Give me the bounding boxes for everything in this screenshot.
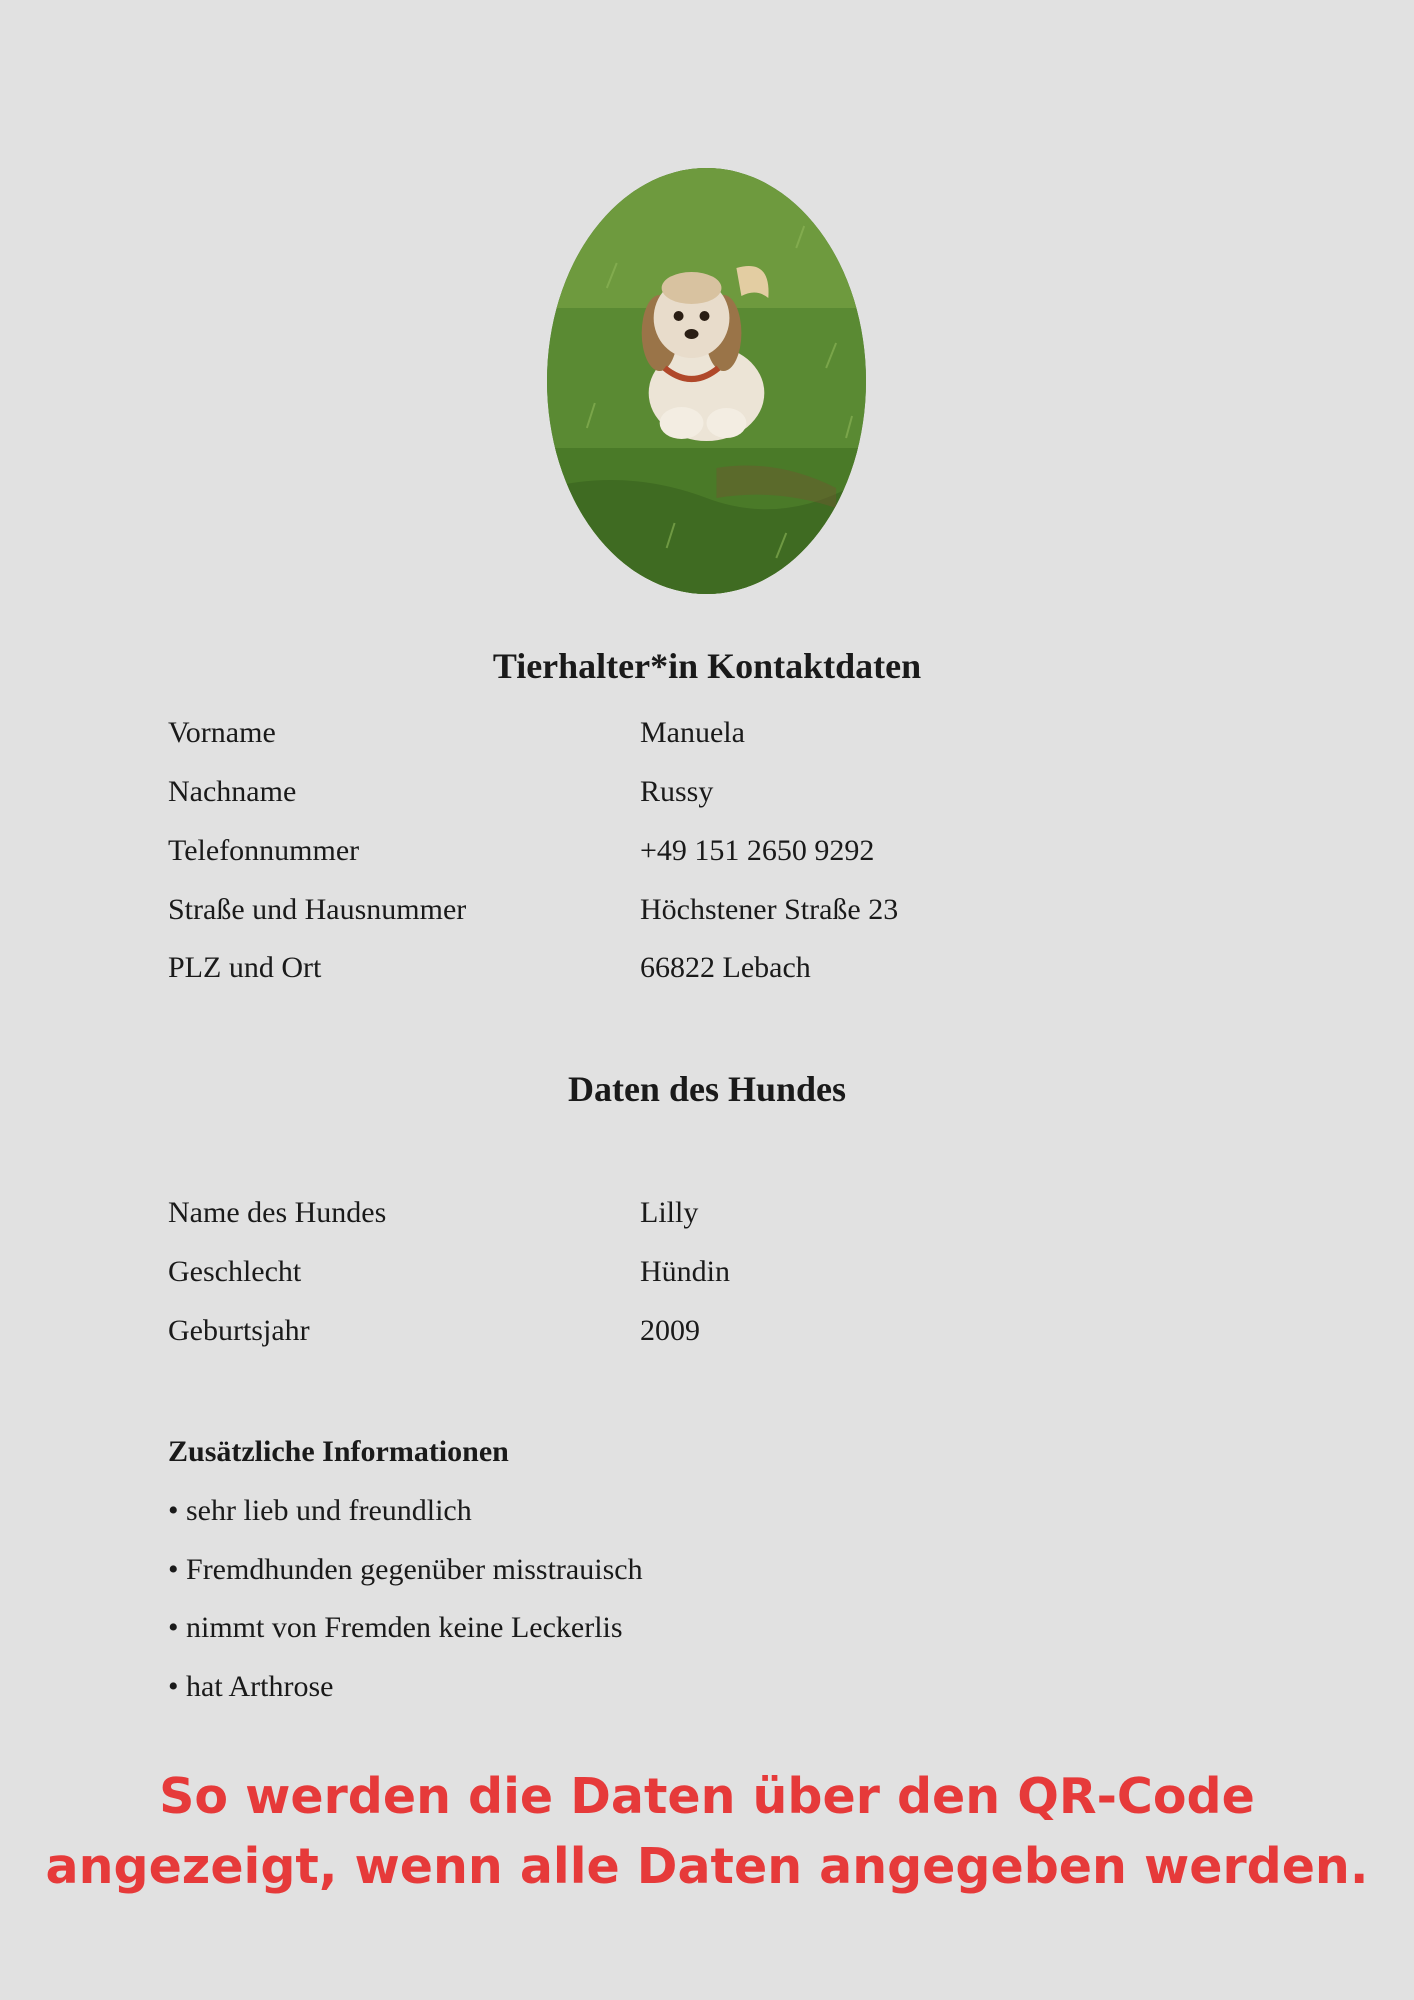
dog-row-name — [168, 1191, 1268, 1235]
additional-info-item: • nimmt von Fremden keine Leckerlis — [168, 1611, 623, 1644]
city-label: PLZ und Ort — [168, 951, 322, 984]
dog-gender-label: Geschlecht — [168, 1255, 302, 1288]
contact-row-phone — [168, 829, 1268, 873]
street-label: Straße und Hausnummer — [168, 893, 467, 926]
contact-row-city — [168, 946, 1268, 990]
notice-line-2: angezeigt, wenn alle Daten angegeben werden. — [45, 1838, 1369, 1895]
additional-info-item: • Fremdhunden gegenüber misstrauisch — [168, 1553, 643, 1586]
phone-label: Telefonnummer — [168, 834, 360, 867]
contact-row-street — [168, 888, 1268, 932]
additional-info-heading: Zusätzliche Informationen — [168, 1435, 509, 1468]
dog-row-gender — [168, 1250, 1268, 1294]
dog-birth-year-label: Geburtsjahr — [168, 1314, 310, 1347]
dog-heading: Daten des Hundes — [567, 1069, 847, 1109]
qr-code-notice — [0, 1762, 1414, 1902]
last-name-label: Nachname — [168, 775, 297, 808]
dog-gender-value: Hündin — [640, 1255, 730, 1288]
notice-line-1: So werden die Daten über den QR-Code — [159, 1768, 1255, 1825]
phone-value: +49 151 2650 9292 — [640, 834, 875, 867]
additional-info-item: • sehr lieb und freundlich — [168, 1494, 472, 1527]
dog-name-label: Name des Hundes — [168, 1196, 387, 1229]
dog-birth-year-value: 2009 — [640, 1314, 700, 1347]
contact-heading: Tierhalter*in Kontaktdaten — [492, 646, 922, 686]
first-name-label: Vorname — [168, 716, 276, 749]
first-name-value: Manuela — [640, 716, 745, 749]
dog-photo — [547, 168, 866, 594]
street-value: Höchstener Straße 23 — [640, 893, 899, 926]
last-name-value: Russy — [640, 775, 714, 808]
city-value: 66822 Lebach — [640, 951, 811, 984]
contact-row-first-name — [168, 711, 1268, 755]
dog-row-birth-year — [168, 1309, 1268, 1353]
contact-row-last-name — [168, 770, 1268, 814]
dog-name-value: Lilly — [640, 1196, 699, 1229]
additional-info-item: • hat Arthrose — [168, 1670, 334, 1703]
